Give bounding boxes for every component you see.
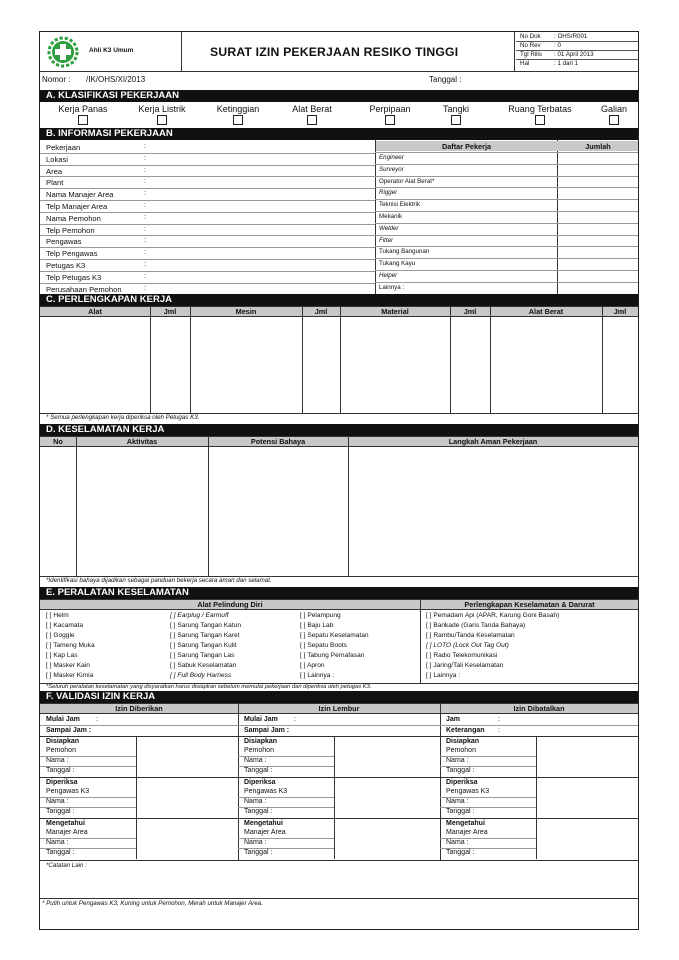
sign-name-field[interactable]: Nama : — [244, 798, 267, 805]
safety-checkbox-item[interactable]: [ ] Lainnya : — [426, 672, 461, 679]
class-item-label: Tangki — [442, 104, 469, 114]
class-checkbox[interactable] — [233, 115, 243, 125]
doc-info-label: Tgl Rilis — [520, 51, 543, 58]
validation-table — [40, 703, 638, 860]
sign-date-field[interactable]: Tanggal : — [46, 849, 75, 856]
doc-info-label: No Rev — [520, 42, 541, 49]
class-checkbox[interactable] — [78, 115, 88, 125]
equipment-col-header: Alat Berat — [528, 307, 564, 316]
field-label: Perusahaan Pemohon — [46, 284, 122, 294]
safety-checkbox-item[interactable]: [ ] Earplug / Earmuff — [170, 612, 229, 619]
validation-row-label: Jam — [446, 716, 461, 723]
safety-checkbox-item[interactable]: [ ] Sarung Tangan Las — [170, 652, 235, 659]
safety-checkbox-item[interactable]: [ ] Sarung Tangan Karet — [170, 632, 240, 639]
validation-row-label[interactable]: Keterangan — [446, 727, 485, 734]
class-item[interactable] — [494, 104, 586, 125]
safety-checkbox-item[interactable]: [ ] Kap Las — [46, 652, 78, 659]
safety-checkbox-item[interactable]: [ ] Tabung Pernafasan — [300, 652, 365, 659]
field-colon[interactable]: : — [144, 143, 146, 150]
darurat-header: Perlengkapan Keselamatan & Darurat — [464, 600, 595, 609]
worker-type: Fitter — [379, 236, 394, 244]
worker-type: Mekanik — [379, 213, 403, 220]
field-label: Pekerjaan — [46, 143, 81, 152]
field-colon[interactable]: : — [144, 237, 146, 245]
permit-form — [39, 31, 639, 930]
sign-block-title: Disiapkan — [446, 738, 480, 745]
safety-equipment — [40, 599, 638, 691]
nomor-value[interactable]: /IK/OHS/XI/2013 — [86, 75, 146, 84]
field-label: Plant — [46, 178, 64, 188]
field-label: Telp Petugas K3 — [46, 272, 102, 282]
class-item[interactable] — [276, 104, 348, 125]
count-header: Jumlah — [585, 142, 611, 151]
worker-type: Helper — [379, 272, 398, 279]
safety-checkbox-item[interactable]: [ ] Masker Kimia — [46, 672, 94, 679]
safety-checkbox-item[interactable]: [ ] Sepatu Keselamatan — [300, 632, 369, 639]
safety-checkbox-item[interactable]: [ ] Masker Kain — [46, 662, 90, 669]
field-colon[interactable]: : — [144, 272, 146, 280]
safety-checkbox-item[interactable]: [ ] Apron — [300, 662, 325, 669]
doc-info-value: : OHS/R001 — [554, 33, 588, 40]
safety-col-header: Aktivitas — [126, 437, 158, 446]
section-e-note: *Seluruh peralatan keselamatan yang disyaratkan harus disiapkan sebelum memulai pekerjaan dan diperiksa oleh petugas K3. — [46, 684, 372, 690]
validation-colon[interactable]: : — [498, 716, 500, 723]
validation-col-header: Izin Lembur — [318, 704, 360, 713]
safety-checkbox-item[interactable]: [ ] Helm — [46, 612, 69, 619]
field-colon[interactable]: : — [144, 190, 146, 198]
field-colon[interactable]: : — [144, 213, 146, 221]
class-checkbox[interactable] — [385, 115, 395, 125]
validation-row-label[interactable]: Sampai Jam : — [244, 727, 290, 734]
class-checkbox[interactable] — [307, 115, 317, 125]
validation-colon[interactable]: : — [96, 716, 98, 723]
field-colon[interactable]: : — [144, 249, 146, 257]
safety-checkbox-item[interactable]: [ ] Barikade (Garis Tanda Bahaya) — [426, 622, 526, 629]
sign-block-title: Disiapkan — [244, 738, 278, 745]
sign-block-title: Disiapkan — [46, 738, 80, 745]
field-label: Petugas K3 — [46, 261, 86, 270]
field-label: Telp Pemohon — [46, 225, 95, 235]
field-colon[interactable]: : — [144, 261, 146, 268]
sign-name-field[interactable]: Nama : — [46, 839, 69, 846]
equipment-col-header: Jml — [463, 307, 477, 316]
safety-checkbox-item[interactable]: [ ] Tameng Muka — [46, 642, 95, 649]
section-d-title: D. KESELAMATAN KERJA — [40, 424, 638, 436]
sign-name-field[interactable]: Nama : — [446, 757, 469, 764]
safety-checkbox-item[interactable]: [ ] Sarung Tangan Katun — [170, 622, 241, 629]
safety-checkbox-item[interactable]: [ ] Lainnya : — [300, 672, 335, 679]
sign-block-role: Manajer Area — [46, 829, 88, 836]
section-c-note: * Semua perlengkapan kerja diperiksa oleh Petugas K3. — [46, 414, 200, 421]
safety-checkbox-item[interactable]: [ ] Radio Telekomunikasi — [426, 652, 498, 659]
worker-type: Operator Alat Berat* — [379, 177, 435, 185]
field-label: Telp Manajer Area — [46, 202, 108, 211]
safety-table — [40, 436, 638, 587]
safety-checkbox-item[interactable]: [ ] Pemadam Api (APAR, Karung Goni Basah) — [426, 612, 560, 619]
classification-row — [40, 102, 638, 128]
doc-info-value: : 0 — [554, 42, 561, 49]
safety-checkbox-item[interactable]: [ ] Kacamata — [46, 622, 84, 629]
field-colon[interactable]: : — [144, 166, 146, 174]
worker-type: Surveyor — [379, 165, 404, 173]
class-checkbox[interactable] — [609, 115, 619, 125]
sign-name-field[interactable]: Nama : — [244, 757, 267, 764]
workers-header: Daftar Pekerja — [441, 142, 492, 151]
class-item[interactable] — [426, 104, 486, 125]
safety-col-header: No — [53, 437, 63, 446]
class-item[interactable] — [126, 104, 198, 125]
k3-logo-icon — [47, 36, 79, 68]
section-b-title: B. INFORMASI PEKERJAAN — [40, 128, 638, 140]
sign-block-role: Pemohon — [446, 747, 476, 754]
logo-label: Ahli K3 Umum — [89, 47, 134, 54]
field-label: Pengawas — [46, 237, 82, 247]
field-colon[interactable]: : — [144, 178, 146, 186]
class-item[interactable] — [202, 104, 274, 125]
sign-block-role: Pengawas K3 — [446, 788, 490, 795]
class-item[interactable] — [592, 104, 636, 125]
safety-checkbox-item[interactable]: [ ] Sepatu Boots — [300, 642, 347, 649]
field-label: Lokasi — [46, 154, 68, 164]
worker-type: Engineer — [379, 154, 404, 161]
class-item[interactable] — [42, 104, 124, 125]
safety-checkbox-item[interactable]: [ ] Pelampung — [300, 612, 341, 619]
equipment-table — [40, 306, 638, 424]
doc-info-label: No Dok — [520, 33, 541, 40]
equipment-col-header: Jml — [613, 307, 627, 316]
class-item-label: Galian — [600, 104, 627, 114]
sign-name-field[interactable]: Nama : — [46, 757, 69, 764]
worker-type: Lainnya : — [379, 283, 405, 291]
field-colon[interactable]: : — [144, 284, 146, 292]
doc-info-value: : 01 April 2013 — [554, 51, 594, 58]
safety-checkbox-item[interactable]: [ ] Full Body Harness — [170, 672, 232, 679]
job-info-table — [40, 140, 638, 294]
class-item-label: Alat Berat — [292, 104, 332, 114]
worker-type: Teknisi Elektrik — [379, 201, 420, 209]
sign-date-field[interactable]: Tanggal : — [46, 767, 75, 774]
sign-block-title: Diperiksa — [446, 779, 478, 786]
field-colon[interactable]: : — [144, 225, 146, 233]
section-d-note: *Identifikasi bahaya dijadikan sebagai panduan bekerja secara aman dan selamat. — [46, 577, 272, 584]
tanggal-label[interactable]: Tanggal : — [429, 75, 462, 84]
class-checkbox[interactable] — [157, 115, 167, 125]
field-label: Area — [46, 166, 63, 176]
section-e-title: E. PERALATAN KESELAMATAN — [40, 587, 638, 599]
nomor-label: Nomor : — [42, 75, 71, 84]
sign-date-field[interactable]: Tanggal : — [244, 808, 273, 815]
equipment-col-header: Material — [381, 307, 409, 316]
section-c-title: C. PERLENGKAPAN KERJA — [40, 294, 638, 306]
worker-type: Tukang Kayu — [379, 260, 416, 268]
equipment-col-header: Mesin — [235, 307, 257, 316]
sign-date-field[interactable]: Tanggal : — [446, 849, 475, 856]
equipment-col-header: Jml — [314, 307, 328, 316]
worker-type: Rigger — [379, 189, 398, 197]
field-colon[interactable]: : — [144, 154, 146, 162]
validation-row-label[interactable]: Sampai Jam : — [46, 727, 92, 734]
sign-block-title: Diperiksa — [244, 779, 276, 786]
field-label: Telp Pengawas — [46, 249, 98, 259]
sign-date-field[interactable]: Tanggal : — [446, 808, 475, 815]
class-item-label: Perpipaan — [369, 104, 411, 114]
class-checkbox[interactable] — [535, 115, 545, 125]
form-title: SURAT IZIN PEKERJAAN RESIKO TINGGI — [210, 45, 459, 59]
sign-name-field[interactable]: Nama : — [446, 839, 469, 846]
section-a-title: A. KLASIFIKASI PEKERJAAN — [40, 90, 638, 102]
sign-block-role: Pengawas K3 — [244, 788, 288, 795]
section-f-title: F. VALIDASI IZIN KERJA — [40, 691, 638, 703]
worker-type: Tukang Bangunan — [379, 248, 430, 256]
sign-block-role: Pengawas K3 — [46, 788, 90, 795]
validation-colon[interactable]: : — [294, 716, 296, 723]
class-item-label: Kerja Panas — [58, 104, 108, 114]
validation-col-header: Izin Dibatalkan — [513, 704, 565, 713]
validation-col-header: Izin Diberikan — [115, 704, 163, 713]
catatan-label[interactable]: *Catatan Lain : — [46, 862, 87, 869]
class-item-label: Kerja Listrik — [138, 104, 186, 114]
class-item[interactable] — [354, 104, 426, 125]
sign-block-role: Pemohon — [46, 747, 76, 754]
safety-checkbox-item[interactable]: [ ] Rambu/Tanda Keselamatan — [426, 632, 515, 639]
sign-date-field[interactable]: Tanggal : — [46, 808, 75, 815]
sign-date-field[interactable]: Tanggal : — [244, 767, 273, 774]
validation-row-label: Mulai Jam — [244, 716, 278, 723]
doc-info-value: : 1 dari 1 — [554, 60, 579, 67]
sign-name-field[interactable]: Nama : — [46, 798, 69, 805]
safety-checkbox-item[interactable]: [ ] Baju Lab — [300, 622, 334, 629]
sign-block-title: Diperiksa — [46, 779, 78, 786]
sign-block-role: Manajer Area — [244, 829, 286, 836]
header — [40, 32, 638, 71]
sign-block-role: Pemohon — [244, 747, 274, 754]
sign-block-title: Mengetahui — [446, 820, 485, 827]
doc-info-label: Hal — [520, 60, 530, 67]
safety-checkbox-item[interactable]: [ ] Sarung Tangan Kulit — [170, 642, 237, 649]
field-label: Nama Pemohon — [46, 213, 101, 223]
validation-row-label: Mulai Jam — [46, 716, 80, 723]
safety-col-header: Langkah Aman Pekerjaan — [448, 437, 538, 446]
footnote: * Putih untuk Pengawas K3, Kuning untuk Pemohon, Merah untuk Manajer Area. — [42, 900, 263, 907]
safety-checkbox-item[interactable]: [ ] Jaring/Tali Keselamatan — [426, 662, 504, 669]
worker-type: Welder — [379, 224, 399, 232]
class-checkbox[interactable] — [451, 115, 461, 125]
class-item-label: Ruang Terbatas — [508, 104, 572, 114]
sign-date-field[interactable]: Tanggal : — [446, 767, 475, 774]
field-colon[interactable]: : — [144, 202, 146, 209]
sign-date-field[interactable]: Tanggal : — [244, 849, 273, 856]
sign-name-field[interactable]: Nama : — [446, 798, 469, 805]
sign-block-title: Mengetahui — [46, 820, 85, 827]
equipment-col-header: Alat — [88, 307, 102, 316]
field-label: Nama Manajer Area — [46, 190, 114, 200]
safety-checkbox-item[interactable]: [ ] Goggle — [46, 632, 75, 639]
sign-name-field[interactable]: Nama : — [244, 839, 267, 846]
safety-checkbox-item[interactable]: [ ] LOTO (Lock Out Tag Out) — [426, 642, 509, 649]
class-item-label: Ketinggian — [216, 104, 260, 114]
sign-block-role: Manajer Area — [446, 829, 488, 836]
apd-header: Alat Pelindung Diri — [197, 600, 263, 609]
sign-block-title: Mengetahui — [244, 820, 283, 827]
validation-colon[interactable]: : — [498, 727, 500, 734]
safety-checkbox-item[interactable]: [ ] Sabuk Keselamatan — [170, 662, 237, 669]
equipment-col-header: Jml — [163, 307, 177, 316]
safety-col-header: Potensi Bahaya — [250, 437, 306, 446]
